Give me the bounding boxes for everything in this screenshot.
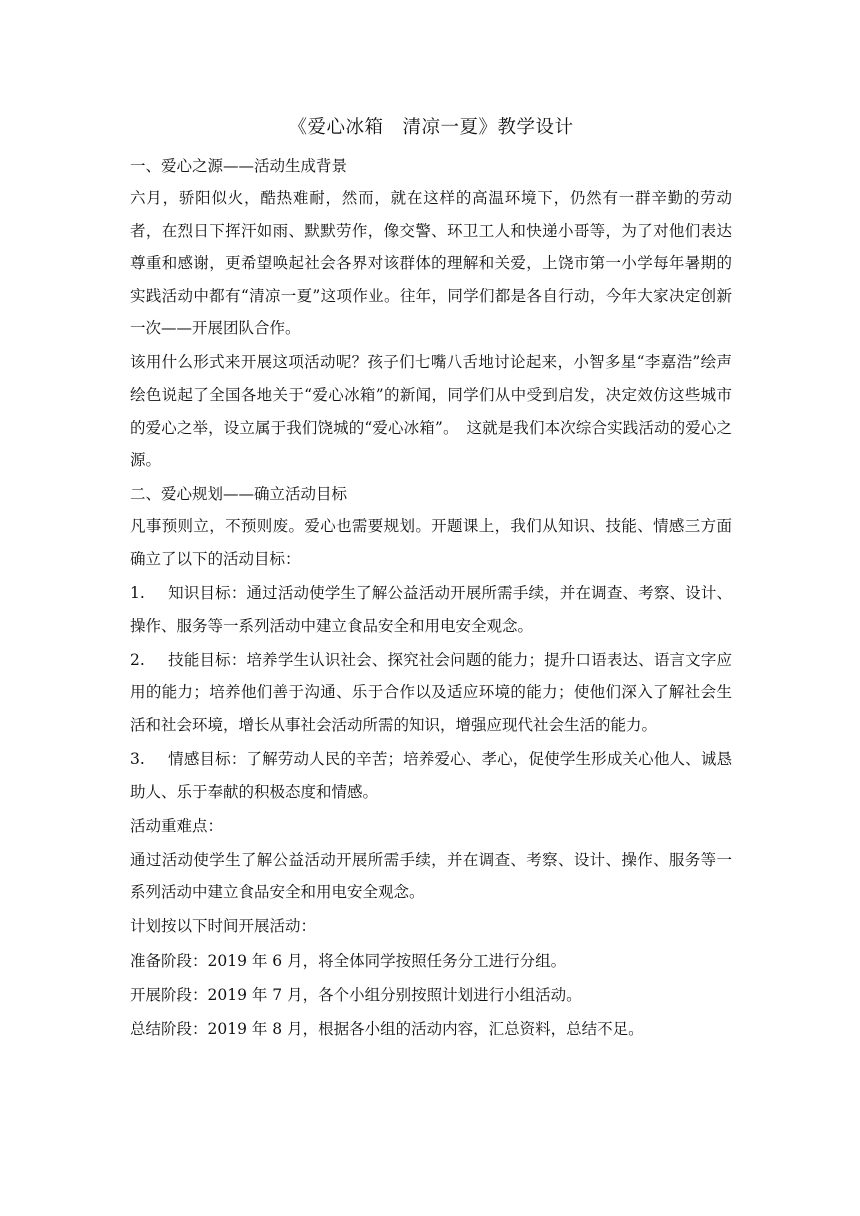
document-title: 《爱心冰箱 清凉一夏》教学设计 xyxy=(288,117,574,138)
schedule-item-prepare: 准备阶段：2019 年 6 月，将全体同学按照任务分工进行分组。 xyxy=(130,951,567,970)
goal-item-knowledge xyxy=(130,577,732,642)
goal-item-skills xyxy=(130,644,732,742)
goal-number: 1. xyxy=(130,584,145,603)
goal-number: 3. xyxy=(130,750,145,768)
section-heading-goals: 二、爱心规划——确立活动目标 xyxy=(130,485,348,504)
goal-number: 2. xyxy=(130,650,145,669)
goal-item-emotion xyxy=(130,743,732,808)
key-points-label: 活动重难点： xyxy=(130,816,224,835)
paragraph-goals-intro: 凡事预则立，不预则废。爱心也需要规划。开题课上，我们从知识、技能、情感三方面确立了以下的活动目标： xyxy=(130,517,732,568)
goal-text: 情感目标：了解劳动人民的辛苦；培养爱心、孝心，促使学生形成关心他人、诚恳助人、乐于奉献的积极态度和情感。 xyxy=(130,750,732,801)
schedule-item-carry-out: 开展阶段：2019 年 7 月，各个小组分别按照计划进行小组活动。 xyxy=(130,985,582,1004)
goal-text: 知识目标：通过活动使学生了解公益活动开展所需手续，并在调查、考察、设计、操作、服务等一系列活动中建立食品安全和用电安全观念。 xyxy=(130,584,732,635)
goal-text: 技能目标：培养学生认识社会、探究社会问题的能力；提升口语表达、语言文字应用的能力；培养他们善于沟通、乐于合作以及适应环境的能力；使他们深入了解社会生活和社会环境，增长从事社会活动所需的知识，增强应现代社会生活的能力。 xyxy=(130,650,732,734)
key-points-text: 通过活动使学生了解公益活动开展所需手续，并在调查、考察、设计、操作、服务等一系列活动中建立食品安全和用电安全观念。 xyxy=(130,850,732,902)
section-heading-background: 一、爱心之源——活动生成背景 xyxy=(130,157,348,175)
document-body xyxy=(130,112,732,1047)
schedule-intro: 计划按以下时间开展活动： xyxy=(130,917,317,936)
paragraph-origin: 该用什么形式来开展这项活动呢？孩子们七嘴八舌地讨论起来，小智多星“李嘉浩”绘声绘色说起了全国各地关于“爱心冰箱”的新闻，同学们从中受到启发，决定效仿这些城市的爱心之举，设立属于我们饶城的“爱心冰箱”。 这就是我们本次综合实践活动的爱心之源。 xyxy=(130,353,732,470)
schedule-item-summary: 总结阶段：2019 年 8 月，根据各小组的活动内容，汇总资料，总结不足。 xyxy=(130,1019,644,1038)
paragraph-background: 六月，骄阳似火，酷热难耐，然而，就在这样的高温环境下，仍然有一群辛勤的劳动者，在烈日下挥汗如雨、默默劳作，像交警、环卫工人和快递小哥等，为了对他们表达尊重和感谢，更希望唤起社会各界对该群体的理解和关爱，上饶市第一小学每年暑期的实践活动中都有“清凉一夏”这项作业。往年，同学们都是各自行动，今年大家决定创新一次——开展团队合作。 xyxy=(130,189,732,338)
